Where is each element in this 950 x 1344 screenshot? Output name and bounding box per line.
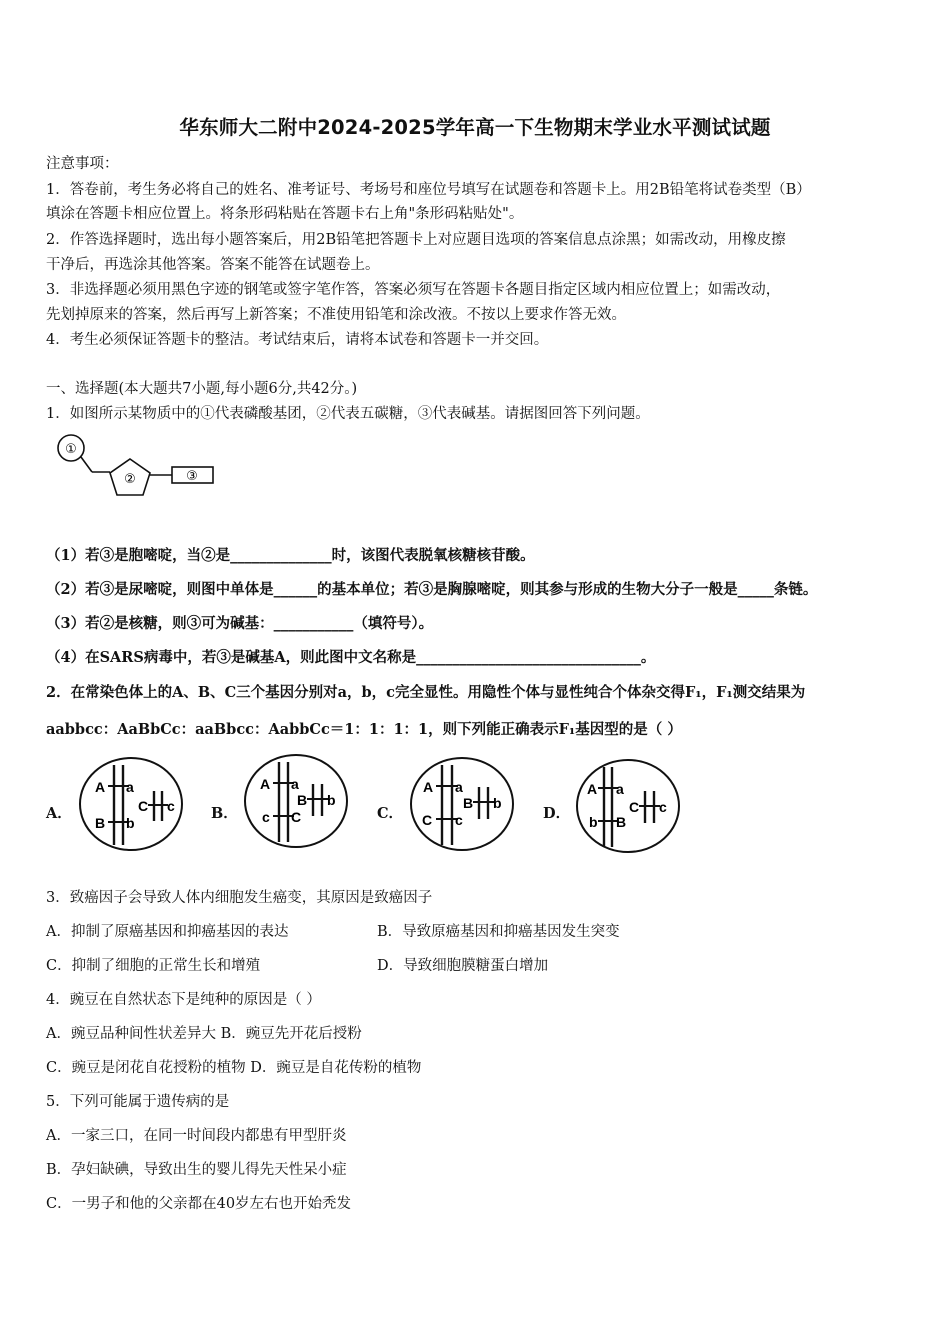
notice-line: 4．考生必须保证答题卡的整洁。考试结束后，请将本试卷和答题卡一并交回。 <box>46 332 549 348</box>
notice-line: 干净后，再选涂其他答案。答案不能答在试题卷上。 <box>46 257 380 273</box>
notice-line: 1．答卷前，考生务必将自己的姓名、准考证号、考场号和座位号填写在试题卷和答题卡上。用2B铅笔将试卷类型（B） <box>46 182 811 198</box>
q3-option-c[interactable]: C．抑制了细胞的正常生长和增殖 <box>46 958 261 974</box>
svg-text:a: a <box>291 776 299 792</box>
svg-text:B: B <box>95 815 106 831</box>
q2-option-c-label[interactable]: C． <box>377 805 404 822</box>
base-label: ③ <box>186 468 198 483</box>
svg-text:c: c <box>659 799 667 815</box>
q4-options-cd[interactable]: C．豌豆是闭花自花授粉的植物 D．豌豆是自花传粉的植物 <box>46 1060 422 1076</box>
q5-option-a[interactable]: A．一家三口，在同一时间段内都患有甲型肝炎 <box>46 1128 347 1144</box>
q1-sub2: （2）若③是尿嘧啶，则图中单体是______的基本单位；若③是胸腺嘧啶，则其参与形成的生物大分子一般是_____条链。 <box>46 581 818 598</box>
q5-option-b[interactable]: B．孕妇缺碘，导致出生的婴儿得先天性呆小症 <box>46 1162 347 1178</box>
notice-heading: 注意事项： <box>46 156 119 172</box>
nucleotide-diagram <box>52 430 222 500</box>
q3-stem: 3．致癌因子会导致人体内细胞发生癌变，其原因是致癌因子 <box>46 890 433 906</box>
page-title: 华东师大二附中2024-2025学年高一下生物期末学业水平测试试题 <box>179 116 771 139</box>
q1-sub3: （3）若②是核糖，则③可为碱基：___________（填符号）。 <box>46 615 434 632</box>
svg-text:b: b <box>589 814 598 830</box>
q2-line1: 2．在常染色体上的A、B、C三个基因分别对a，b，c完全显性。用隐性个体与显性纯合个体杂交得F₁，F₁测交结果为 <box>46 684 806 701</box>
svg-text:A: A <box>587 781 598 797</box>
notice-line: 2．作答选择题时，选出每小题答案后，用2B铅笔把答题卡上对应题目选项的答案信息点涂黑；如需改动，用橡皮擦 <box>46 232 786 248</box>
section-heading: 一、选择题(本大题共7小题,每小题6分,共42分。) <box>46 381 358 397</box>
q2-option-a-label[interactable]: A． <box>46 805 72 822</box>
phosphate-label: ① <box>65 441 77 456</box>
q1-stem: 1．如图所示某物质中的①代表磷酸基团，②代表五碳糖，③代表碱基。请据图回答下列问题。 <box>46 406 650 422</box>
notice-line: 3．非选择题必须用黑色字迹的钢笔或签字笔作答，答案必须写在答题卡各题目指定区域内相应位置上；如需改动， <box>46 282 781 298</box>
svg-text:a: a <box>126 779 134 795</box>
q2-option-d-label[interactable]: D． <box>543 805 571 822</box>
q5-stem: 5．下列可能属于遗传病的是 <box>46 1094 230 1110</box>
q2-option-a-cell[interactable] <box>78 755 190 855</box>
q2-option-c-cell[interactable] <box>409 755 521 855</box>
svg-text:B: B <box>616 814 627 830</box>
svg-text:c: c <box>455 812 463 828</box>
svg-text:C: C <box>291 809 302 825</box>
svg-text:C: C <box>138 798 149 814</box>
svg-text:C: C <box>629 799 640 815</box>
q3-option-a[interactable]: A．抑制了原癌基因和抑癌基因的表达 <box>46 924 289 940</box>
svg-text:A: A <box>260 776 271 792</box>
svg-text:A: A <box>423 779 434 795</box>
q2-option-b-cell[interactable] <box>243 752 355 852</box>
notice-line: 先划掉原来的答案，然后再写上新答案；不准使用铅笔和涂改液。不按以上要求作答无效。 <box>46 307 626 323</box>
svg-text:b: b <box>327 792 336 808</box>
q2-option-d-cell[interactable] <box>575 757 687 857</box>
svg-text:b: b <box>493 795 502 811</box>
svg-text:A: A <box>95 779 106 795</box>
svg-text:C: C <box>422 812 433 828</box>
svg-text:a: a <box>455 779 463 795</box>
svg-text:B: B <box>297 792 308 808</box>
svg-text:c: c <box>262 809 270 825</box>
q3-option-b[interactable]: B．导致原癌基因和抑癌基因发生突变 <box>377 924 620 940</box>
q1-sub4: （4）在SARS病毒中，若③是碱基A，则此图中文名称是_______________________________。 <box>46 649 656 666</box>
svg-text:a: a <box>616 781 624 797</box>
svg-text:b: b <box>126 815 135 831</box>
q4-stem: 4．豌豆在自然状态下是纯种的原因是（ ） <box>46 992 321 1008</box>
svg-text:c: c <box>167 798 175 814</box>
q3-option-d[interactable]: D．导致细胞膜糖蛋白增加 <box>377 958 549 974</box>
svg-text:B: B <box>463 795 474 811</box>
sugar-label: ② <box>124 471 136 486</box>
q4-options-ab[interactable]: A．豌豆品种间性状差异大 B．豌豆先开花后授粉 <box>46 1026 362 1042</box>
q2-line2: aabbcc：AaBbCc：aaBbcc：AabbCc＝1：1：1：1，则下列能正确表示F₁基因型的是（ ） <box>46 721 682 738</box>
q5-option-c[interactable]: C．一男子和他的父亲都在40岁左右也开始秃发 <box>46 1196 352 1212</box>
notice-line: 填涂在答题卡相应位置上。将条形码粘贴在答题卡右上角"条形码粘贴处"。 <box>46 206 524 222</box>
q1-sub1: （1）若③是胞嘧啶，当②是______________时，该图代表脱氧核糖核苷酸。 <box>46 547 535 564</box>
q2-option-b-label[interactable]: B． <box>211 805 238 822</box>
